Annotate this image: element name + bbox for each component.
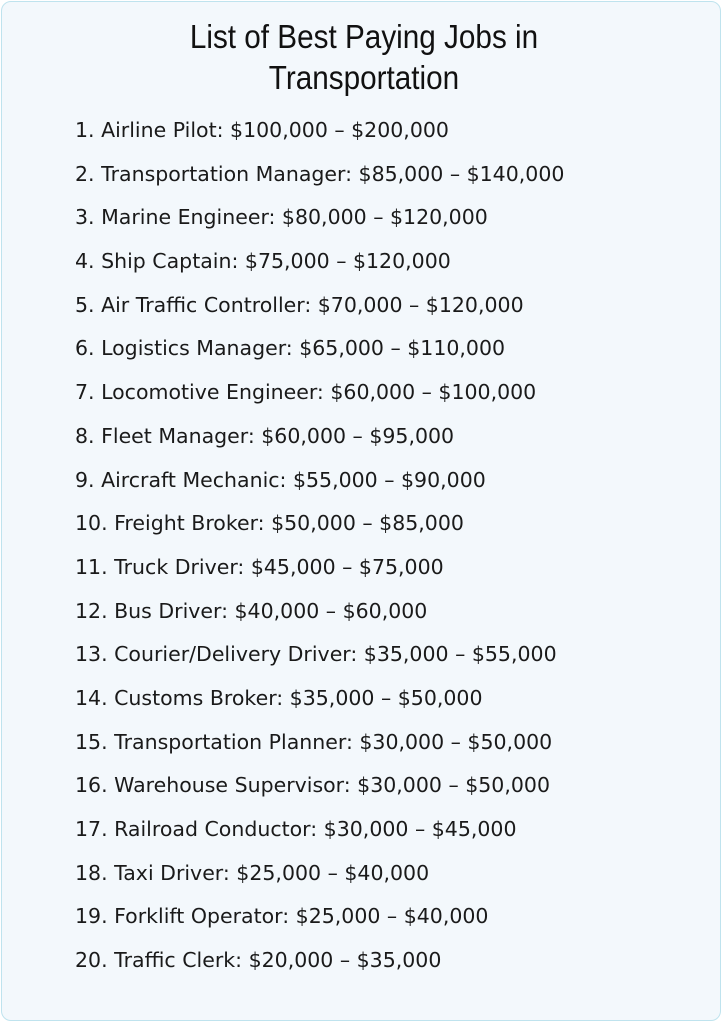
page-title	[38, 16, 690, 98]
list-item: 8. Fleet Manager: $60,000 – $95,000	[75, 423, 455, 448]
list-item: 19. Forklift Operator: $25,000 – $40,000	[75, 904, 489, 929]
list-item: 13. Courier/Delivery Driver: $35,000 – $55,000	[75, 642, 557, 667]
list-item: 16. Warehouse Supervisor: $30,000 – $50,000	[75, 773, 550, 798]
list-item: 15. Transportation Planner: $30,000 – $50,000	[75, 729, 553, 754]
title-line-2: Transportation	[268, 59, 460, 96]
list-item: 9. Aircraft Mechanic: $55,000 – $90,000	[75, 467, 486, 492]
jobs-list	[75, 109, 564, 983]
list-item: 20. Traffic Clerk: $20,000 – $35,000	[75, 948, 442, 973]
list-item: 5. Air Traffic Controller: $70,000 – $120,000	[75, 292, 524, 317]
list-item: 3. Marine Engineer: $80,000 – $120,000	[75, 205, 488, 230]
list-item: 14. Customs Broker: $35,000 – $50,000	[75, 685, 483, 710]
list-item: 7. Locomotive Engineer: $60,000 – $100,000	[75, 380, 537, 405]
list-item: 12. Bus Driver: $40,000 – $60,000	[75, 598, 428, 623]
list-item: 18. Taxi Driver: $25,000 – $40,000	[75, 860, 430, 885]
list-item: 4. Ship Captain: $75,000 – $120,000	[75, 249, 451, 274]
title-line-1: List of Best Paying Jobs in	[189, 18, 539, 55]
list-item: 6. Logistics Manager: $65,000 – $110,000	[75, 336, 506, 361]
list-item: 1. Airline Pilot: $100,000 – $200,000	[75, 118, 449, 142]
list-item: 11. Truck Driver: $45,000 – $75,000	[75, 554, 444, 579]
list-item: 2. Transportation Manager: $85,000 – $140,000	[75, 161, 565, 186]
card	[1, 1, 721, 1021]
list-item: 10. Freight Broker: $50,000 – $85,000	[75, 511, 464, 536]
list-item: 17. Railroad Conductor: $30,000 – $45,000	[75, 817, 517, 841]
